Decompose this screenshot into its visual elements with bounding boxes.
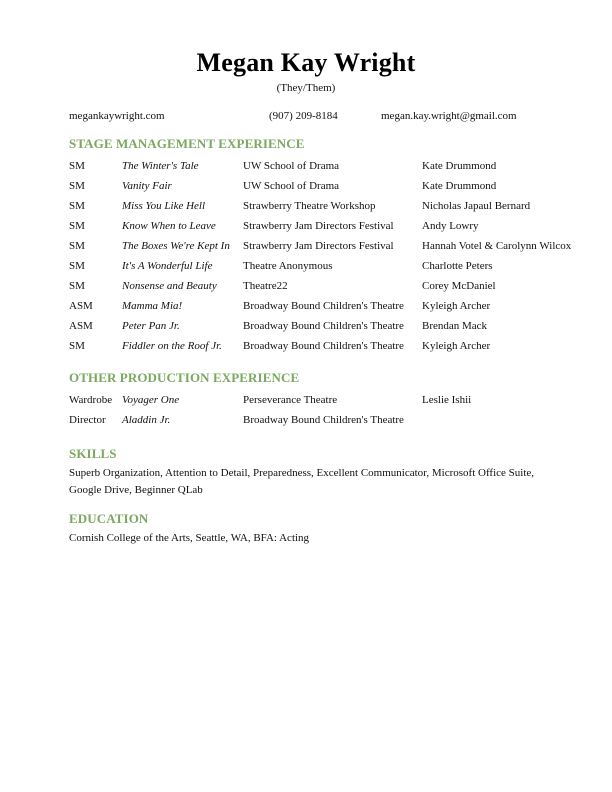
table-row <box>69 296 569 316</box>
table-row <box>69 196 569 216</box>
credit-venue: Theatre22 <box>243 280 288 292</box>
table-row <box>69 316 569 336</box>
credit-role: ASM <box>69 320 93 332</box>
credit-title: Mamma Mia! <box>122 300 183 312</box>
credit-person: Leslie Ishii <box>422 394 472 406</box>
table-row <box>69 256 569 276</box>
credit-person: Corey McDaniel <box>422 280 496 292</box>
contact-row <box>69 108 543 124</box>
credit-person: Kyleigh Archer <box>422 340 491 352</box>
credit-person: Kyleigh Archer <box>422 300 491 312</box>
credit-venue: UW School of Drama <box>243 180 340 192</box>
table-row <box>69 236 572 256</box>
credit-person: Nicholas Japaul Bernard <box>422 200 531 212</box>
credit-role: SM <box>69 340 85 352</box>
credit-venue: Perseverance Theatre <box>243 394 338 406</box>
resume-header <box>0 48 612 95</box>
credit-title: Know When to Leave <box>122 220 216 232</box>
education-text: Cornish College of the Arts, Seattle, WA, BFA: Acting <box>69 532 310 544</box>
credit-venue: Strawberry Jam Directors Festival <box>243 240 394 252</box>
page-title: Megan Kay Wright <box>196 48 416 77</box>
credit-role: SM <box>69 280 85 292</box>
credit-role: SM <box>69 260 85 272</box>
section-heading-stage-management: STAGE MANAGEMENT EXPERIENCE <box>69 136 305 151</box>
table-row <box>69 410 569 430</box>
credit-title: It's A Wonderful Life <box>122 260 213 272</box>
credit-title: Peter Pan Jr. <box>122 320 180 332</box>
contact-phone[interactable]: (907) 209-8184 <box>269 110 338 122</box>
credit-person: Kate Drummond <box>422 180 497 192</box>
credit-title: Fiddler on the Roof Jr. <box>122 340 222 352</box>
credit-role: SM <box>69 160 85 172</box>
table-row <box>69 336 569 356</box>
pronouns-label: (They/Them) <box>276 82 336 94</box>
credit-role: Director <box>69 414 106 426</box>
credit-person: Andy Lowry <box>422 220 479 232</box>
other-production-credit-list <box>69 390 569 430</box>
credit-venue: Broadway Bound Children's Theatre <box>243 414 404 426</box>
credit-role: ASM <box>69 300 93 312</box>
credit-title: Nonsense and Beauty <box>122 280 217 292</box>
credit-person: Hannah Votel & Carolynn Wilcox <box>422 240 572 252</box>
credit-venue: UW School of Drama <box>243 160 340 172</box>
credit-title: The Winter's Tale <box>122 160 199 172</box>
section-skills <box>69 446 569 499</box>
credit-venue: Broadway Bound Children's Theatre <box>243 340 404 352</box>
section-heading-skills: SKILLS <box>69 446 117 461</box>
credit-venue: Strawberry Jam Directors Festival <box>243 220 394 232</box>
credit-title: The Boxes We're Kept In <box>122 240 230 252</box>
credit-venue: Theatre Anonymous <box>243 260 333 272</box>
stage-management-credit-list <box>69 156 572 356</box>
credit-role: SM <box>69 180 85 192</box>
credit-person: Kate Drummond <box>422 160 497 172</box>
section-stage-management <box>69 136 572 356</box>
section-other-production <box>69 370 569 430</box>
credit-title: Vanity Fair <box>122 180 172 192</box>
contact-email[interactable]: megan.kay.wright@gmail.com <box>381 110 517 122</box>
table-row <box>69 216 569 236</box>
credit-title: Aladdin Jr. <box>122 414 171 426</box>
credit-title: Miss You Like Hell <box>122 200 206 212</box>
section-heading-education: EDUCATION <box>69 511 149 526</box>
credit-person: Charlotte Peters <box>422 260 493 272</box>
table-row <box>69 156 569 176</box>
section-heading-other-production: OTHER PRODUCTION EXPERIENCE <box>69 370 300 385</box>
section-education <box>69 511 569 547</box>
credit-role: SM <box>69 200 85 212</box>
credit-venue: Broadway Bound Children's Theatre <box>243 320 404 332</box>
credit-role: SM <box>69 240 85 252</box>
credit-role: SM <box>69 220 85 232</box>
credit-venue: Broadway Bound Children's Theatre <box>243 300 404 312</box>
table-row <box>69 276 569 296</box>
credit-title: Voyager One <box>122 394 180 406</box>
credit-venue: Strawberry Theatre Workshop <box>243 200 376 212</box>
table-row <box>69 176 569 196</box>
table-row <box>69 390 569 410</box>
credit-role: Wardrobe <box>69 394 113 406</box>
credit-person: Brendan Mack <box>422 320 488 332</box>
contact-website[interactable]: megankaywright.com <box>69 110 165 122</box>
skills-text: Superb Organization, Attention to Detail, Preparedness, Excellent Communicator, Microsoft Office Suite, Google Drive, Beginner QLab <box>69 467 535 496</box>
